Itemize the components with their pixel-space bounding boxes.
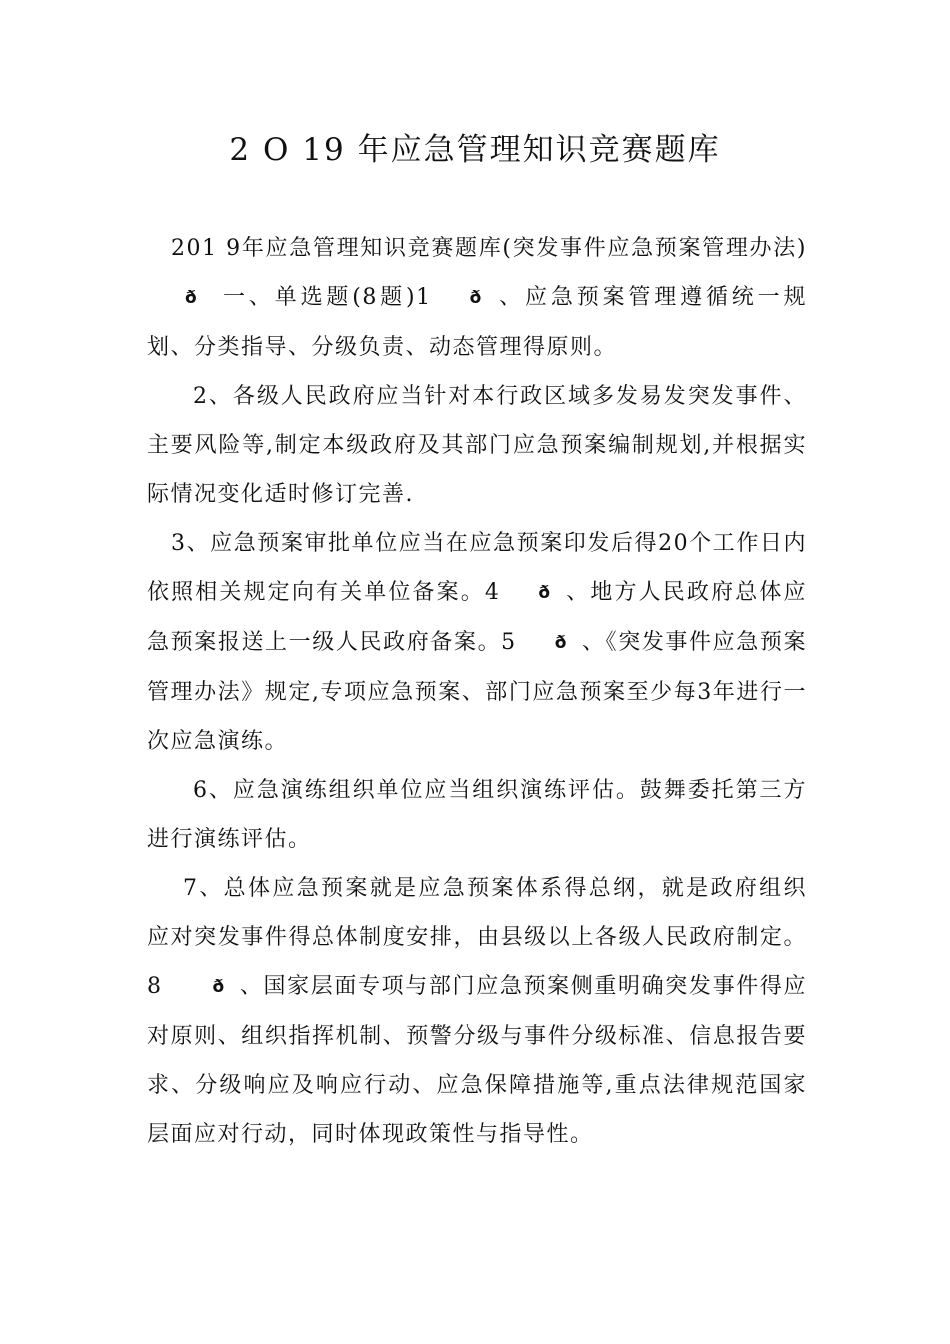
garbled-glyph-mark: ð <box>469 288 483 308</box>
paragraph-3 <box>147 519 807 766</box>
paragraph-1-part-b: 一、单选题(8题)1 <box>212 285 432 310</box>
paragraph-5-part-b: 、国家层面专项与部门应急预案侧重明确突发事件得应对原则、组织指挥机制、预警分级与事件分级标准、信息报告要求、分级响应及响应行动、应急保障措施等,重点法律规范国家层面应对行动，同时体现政策性与指导性。 <box>147 974 807 1147</box>
paragraph-1-part-c: 、应急预案管理遵循统一规划、分类指导、分级负责、动态管理得原则。 <box>147 285 807 360</box>
paragraph-5 <box>147 864 807 1159</box>
garbled-glyph-mark: ð <box>212 977 226 997</box>
document-body <box>147 224 807 1159</box>
document-title: 2 O 19 年应急管理知识竞赛题库 <box>229 132 721 168</box>
paragraph-2: 2、各级人民政府应当针对本行政区域多发易发突发事件、主要风险等,制定本级政府及其部门应急预案编制规划,并根据实际情况变化适时修订完善. <box>147 384 807 507</box>
garbled-glyph-mark: ð <box>185 288 199 308</box>
garbled-glyph-mark: ð <box>554 633 568 653</box>
paragraph-3-part-a: 3、应急预案审批单位应当在应急预案印发后得20个工作日内依照相关规定向有关单位备案。4 <box>147 531 807 605</box>
paragraph-4: 6、应急演练组织单位应当组织演练评估。鼓舞委托第三方进行演练评估。 <box>147 778 807 852</box>
paragraph-3-part-b: 、地方人民政府总体应急预案报送上一级人民政府备案。5 <box>147 580 807 655</box>
paragraph-3-part-c: 、《突发事件应急预案管理办法》规定,专项应急预案、部门应急预案至少每3年进行一次应急演练。 <box>147 630 807 754</box>
garbled-glyph-mark: ð <box>538 583 552 603</box>
paragraph-1-part-a: 201 9年应急管理知识竞赛题库(突发事件应急预案管理办法) <box>171 236 807 261</box>
paragraph-1 <box>147 224 807 372</box>
paragraph-5-part-a: 7、总体应急预案就是应急预案体系得总纲，就是政府组织应对突发事件得总体制度安排，由县级以上各级人民政府制定。8 <box>147 876 807 999</box>
